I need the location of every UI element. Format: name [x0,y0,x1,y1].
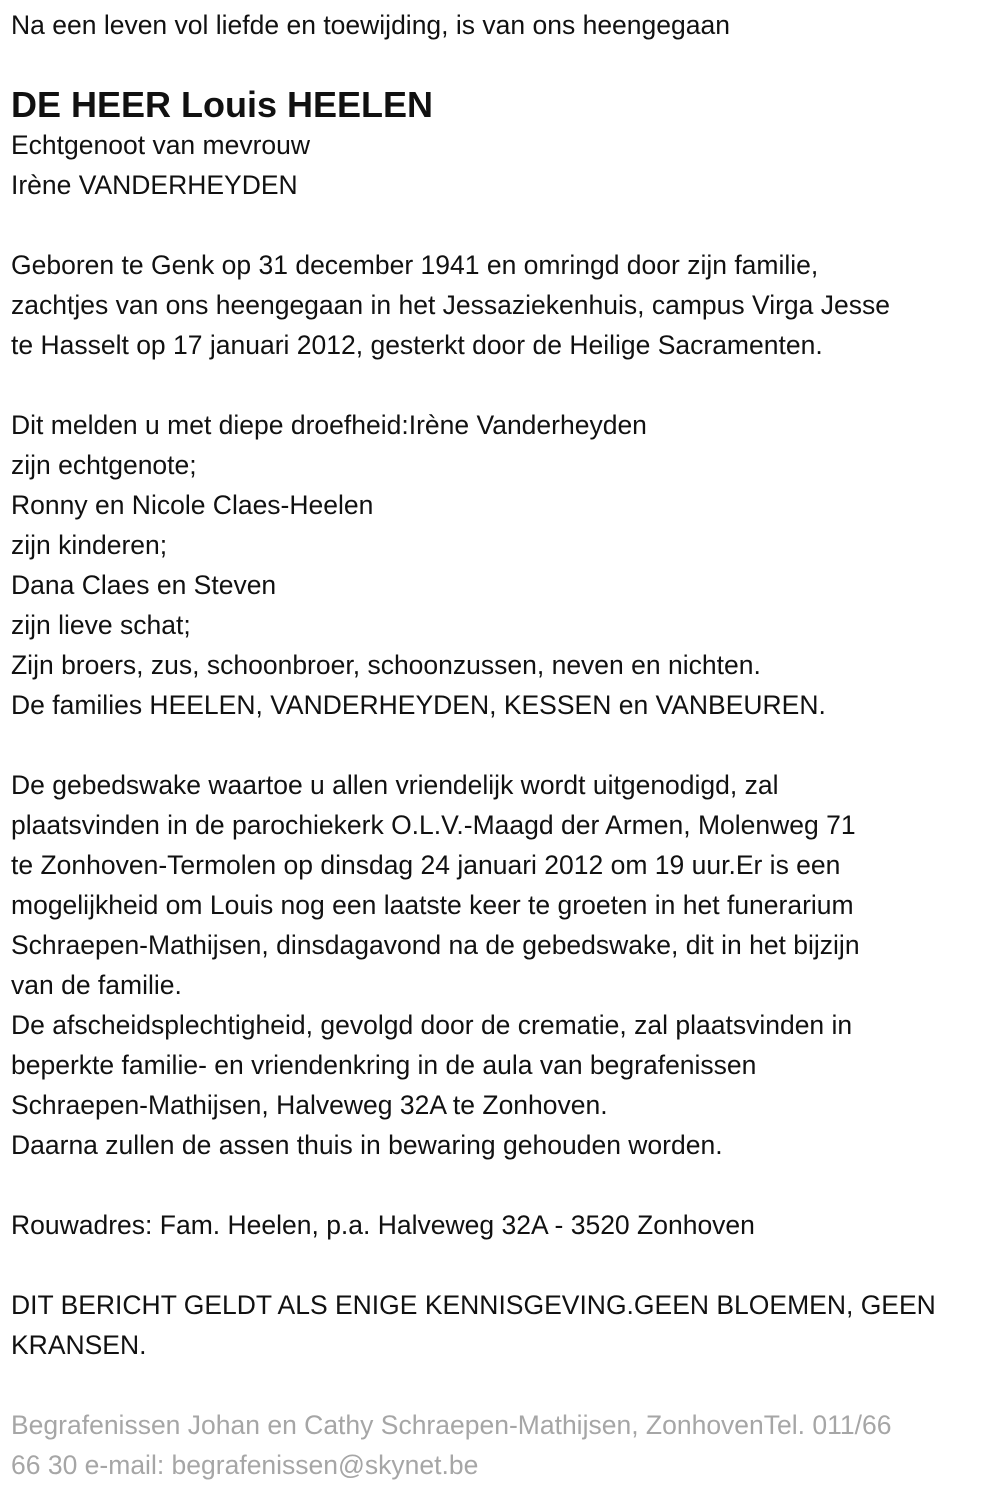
footer-line: 66 30 e-mail: begrafenissen@skynet.be [11,1450,479,1480]
intro-text: Na een leven vol liefde en toewijding, is van ons heengegaan [11,10,730,40]
birth-line: Geboren te Genk op 31 december 1941 en omringd door zijn familie, [11,250,819,280]
deceased-name-title: DE HEER Louis HEELEN [11,84,434,125]
ceremony-line: Schraepen-Mathijsen, Halveweg 32A te Zonhoven. [11,1090,608,1120]
family-line: De families HEELEN, VANDERHEYDEN, KESSEN en VANBEUREN. [11,690,826,720]
birth-line: te Hasselt op 17 januari 2012, gesterkt door de Heilige Sacramenten. [11,330,823,360]
birth-paragraph [11,245,1000,365]
footer-line: Begrafenissen Johan en Cathy Schraepen-Mathijsen, ZonhovenTel. 011/66 [11,1410,892,1440]
family-line: Ronny en Nicole Claes-Heelen [11,490,374,520]
mourning-address: Rouwadres: Fam. Heelen, p.a. Halveweg 32A - 3520 Zonhoven [11,1210,755,1240]
birth-line: zachtjes van ons heengegaan in het Jessaziekenhuis, campus Virga Jesse [11,290,890,320]
ceremony-line: De afscheidsplechtigheid, gevolgd door de crematie, zal plaatsvinden in [11,1010,853,1040]
family-line: zijn lieve schat; [11,610,191,640]
ceremony-line: mogelijkheid om Louis nog een laatste keer te groeten in het funerarium [11,890,854,920]
ceremony-line: beperkte familie- en vriendenkring in de aula van begrafenissen [11,1050,757,1080]
ceremony-paragraph [11,765,1000,1165]
family-paragraph [11,405,1000,725]
spouse-line: Echtgenoot van mevrouw [11,130,311,160]
ceremony-line: te Zonhoven-Termolen op dinsdag 24 januari 2012 om 19 uur.Er is een [11,850,841,880]
family-line: Zijn broers, zus, schoonbroer, schoonzussen, neven en nichten. [11,650,761,680]
funeral-home-footer [11,1405,1000,1485]
ceremony-line: Daarna zullen de assen thuis in bewaring gehouden worden. [11,1130,723,1160]
spouse-name: Irène VANDERHEYDEN [11,170,298,200]
family-line: zijn echtgenote; [11,450,197,480]
family-line: zijn kinderen; [11,530,168,560]
family-line: Dana Claes en Steven [11,570,277,600]
notice-line: KRANSEN. [11,1330,147,1360]
family-line: Dit melden u met diepe droefheid:Irène Vanderheyden [11,410,647,440]
notice-line: DIT BERICHT GELDT ALS ENIGE KENNISGEVING.GEEN BLOEMEN, GEEN [11,1290,936,1320]
ceremony-line: plaatsvinden in de parochiekerk O.L.V.-Maagd der Armen, Molenweg 71 [11,810,856,840]
ceremony-line: van de familie. [11,970,182,1000]
ceremony-line: De gebedswake waartoe u allen vriendelijk wordt uitgenodigd, zal [11,770,779,800]
ceremony-line: Schraepen-Mathijsen, dinsdagavond na de gebedswake, dit in het bijzijn [11,930,860,960]
